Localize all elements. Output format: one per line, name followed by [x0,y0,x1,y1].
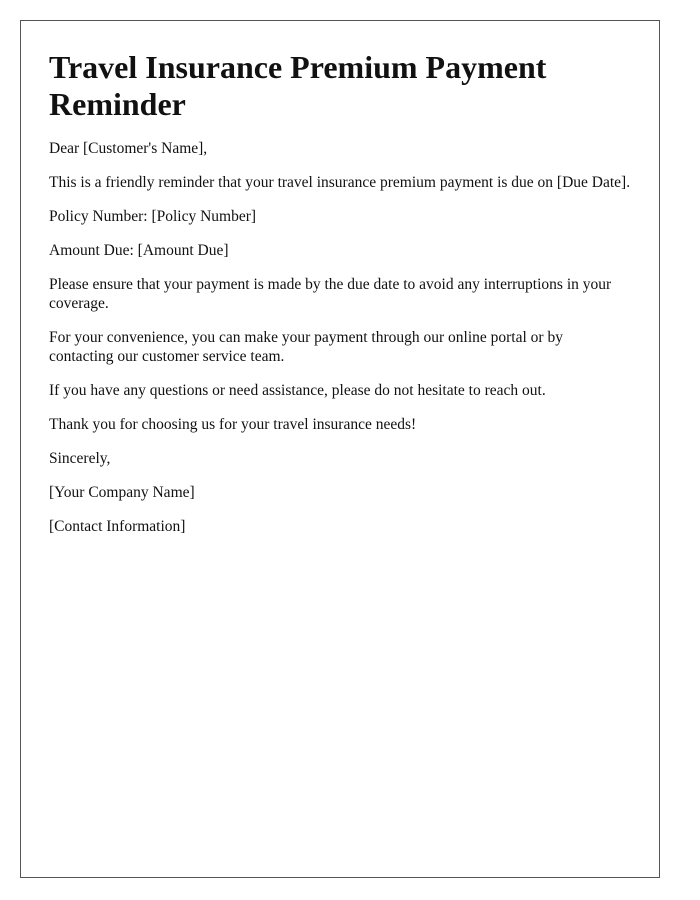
questions-paragraph: If you have any questions or need assistance, please do not hesitate to reach out. [49,382,546,399]
company-name: [Your Company Name] [49,484,195,501]
thanks-paragraph: Thank you for choosing us for your travel insurance needs! [49,416,417,433]
policy-number: Policy Number: [Policy Number] [49,208,257,225]
letter-page [20,20,660,878]
intro-paragraph: This is a friendly reminder that your travel insurance premium payment is due on [Due Date]. [49,174,631,191]
contact-information: [Contact Information] [49,518,186,535]
closing: Sincerely, [49,450,111,467]
convenience-paragraph: For your convenience, you can make your payment through our online portal or by contacting our customer service team. [49,329,563,365]
ensure-paragraph: Please ensure that your payment is made by the due date to avoid any interruptions in your coverage. [49,276,612,312]
amount-due: Amount Due: [Amount Due] [49,242,229,259]
letter-content [21,21,659,536]
salutation: Dear [Customer's Name], [49,140,208,157]
letter-title: Travel Insurance Premium Payment Reminder [49,49,547,122]
